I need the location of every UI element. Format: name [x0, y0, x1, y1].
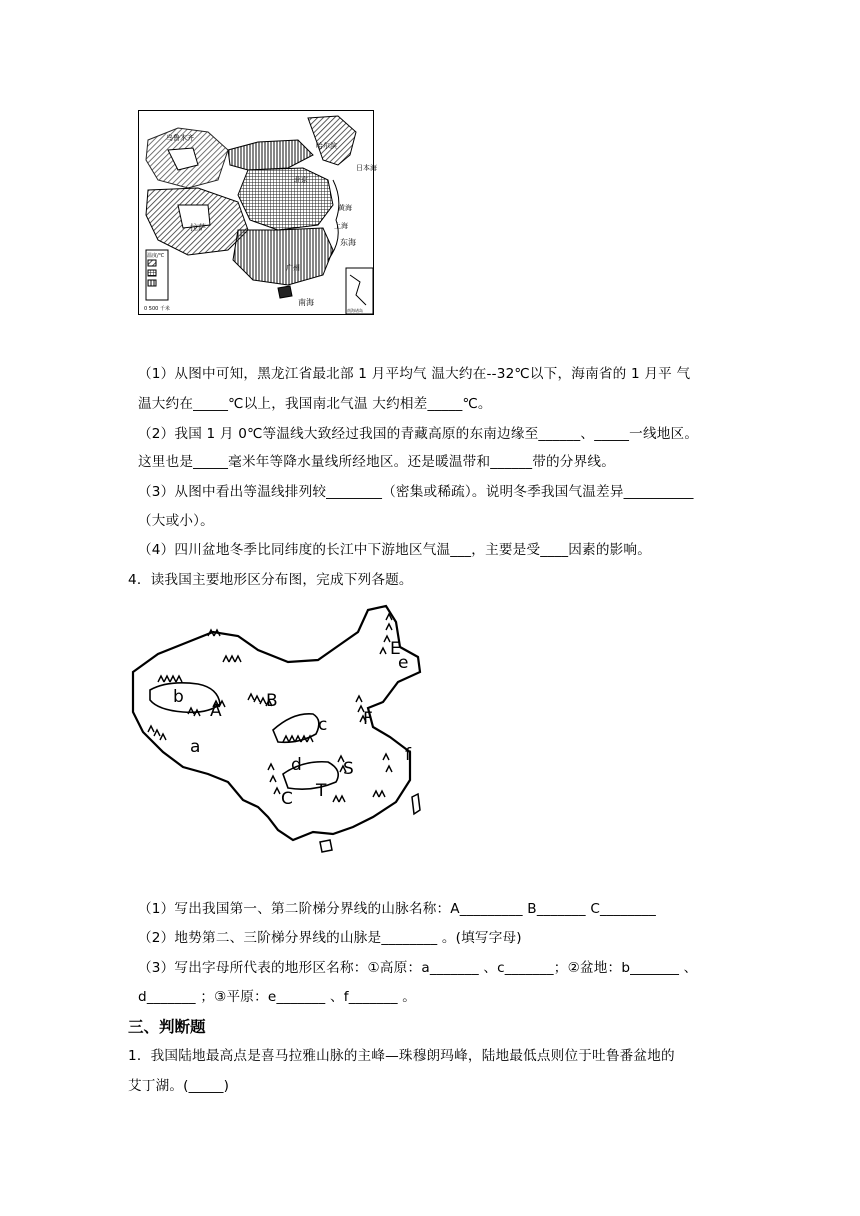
label-south-sea: 南海	[298, 298, 314, 307]
q4-line-1: （1）写出我国第一、第二阶梯分界线的山脉名称：A_________ B_______ C________	[138, 901, 656, 917]
temperature-map-graphic	[138, 110, 377, 315]
q3-line-2: 温大约在_____℃以上，我国南北气温 大约相差_____℃。	[138, 396, 492, 412]
map-letter-A: A	[210, 701, 222, 721]
q4-title: 4．读我国主要地形区分布图，完成下列各题。	[128, 572, 413, 588]
q3-line-3: （2）我国 1 月 0℃等温线大致经过我国的青藏高原的东南边缘至______、_____一线地区。	[138, 426, 699, 442]
inset-label: 南海诸岛	[347, 308, 363, 313]
map-letter-d: d	[291, 755, 302, 775]
map-letter-T: T	[316, 781, 327, 801]
section-title-judgment: 三、判断题	[128, 1018, 206, 1036]
judgment-line-2: 艾丁湖。(_____)	[128, 1078, 230, 1094]
q3-line-4: 这里也是_____毫米年等降水量线所经地区。还是暖温带和______带的分界线。	[138, 454, 615, 470]
label-lhasa: 拉萨	[190, 223, 206, 232]
map-letter-B: B	[266, 691, 278, 711]
label-urumqi: 乌鲁木齐	[166, 134, 194, 142]
scale-label: 0 500 千米	[144, 306, 170, 312]
label-yellow-sea: 黄海	[338, 204, 352, 212]
label-beijing: 北京	[294, 176, 308, 184]
q3-line-5: （3）从图中看出等温线排列较________（密集或稀疏）。说明冬季我国气温差异__________	[138, 484, 694, 500]
judgment-line-1: 1．我国陆地最高点是喜马拉雅山脉的主峰—珠穆朗玛峰，陆地最低点则位于吐鲁番盆地的	[128, 1048, 675, 1064]
q3-line-7: （4）四川盆地冬季比同纬度的长江中下游地区气温___，主要是受____因素的影响。	[138, 542, 652, 558]
map-letter-a: a	[190, 737, 201, 757]
label-shanghai: 上海	[334, 222, 348, 230]
map-letter-F: F	[363, 709, 373, 729]
terrain-region-map	[128, 602, 428, 854]
map-letter-S: S	[343, 759, 354, 779]
q4-line-4: d_______ ；③平原：e_______ 、f_______ 。	[138, 989, 417, 1005]
terrain-map-graphic	[128, 602, 428, 854]
map-letter-e: e	[398, 653, 409, 673]
label-harbin: 哈尔滨	[316, 142, 337, 150]
january-temperature-map	[138, 110, 377, 315]
map-letter-E: E	[390, 639, 401, 659]
map-letter-b: b	[173, 687, 184, 707]
q4-line-2: （2）地势第二、三阶梯分界线的山脉是________ 。(填写字母)	[138, 930, 522, 946]
q3-line-1: （1）从图中可知，黑龙江省最北部 1 月平均气 温大约在--32℃以下，海南省的 1 月平 气	[138, 366, 691, 382]
q4-line-3: （3）写出字母所代表的地形区名称：①高原：a_______ 、c_______；②盆地：b_______ 、	[138, 960, 698, 976]
map-letter-f: f	[405, 745, 411, 765]
map-letter-C: C	[281, 789, 293, 809]
legend-title: 温度/℃	[147, 253, 165, 259]
map-letter-c: c	[318, 715, 328, 735]
label-japan-sea: 日本海	[356, 164, 377, 172]
label-guangzhou: 广州	[286, 264, 300, 272]
label-east-sea: 东海	[340, 238, 356, 247]
q3-line-6: （大或小）。	[138, 513, 214, 529]
